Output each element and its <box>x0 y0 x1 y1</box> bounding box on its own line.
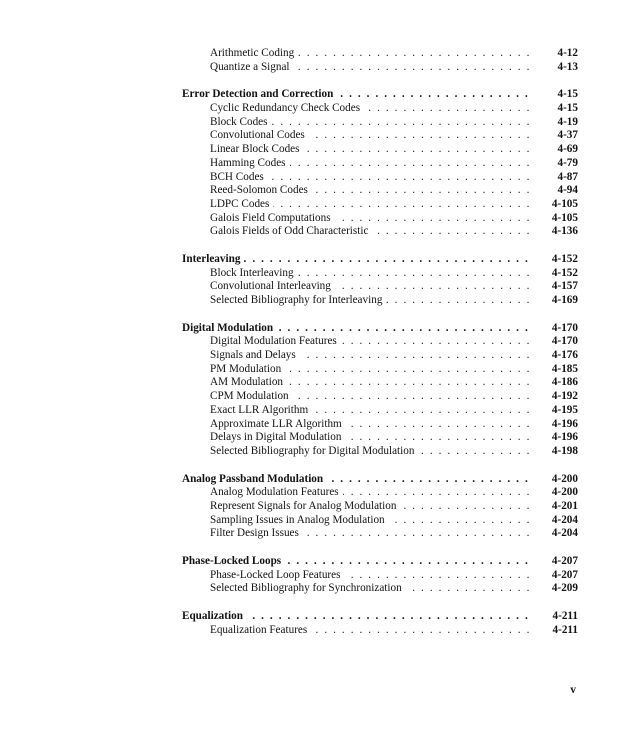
toc-entry[interactable] <box>0 171 638 185</box>
toc-entry[interactable] <box>0 486 638 500</box>
page-ref: 4-176 <box>534 349 578 363</box>
page-ref: 4-201 <box>534 500 578 514</box>
toc-title-leader <box>182 473 530 487</box>
page-ref: 4-152 <box>534 267 578 281</box>
toc-title-leader <box>182 253 530 267</box>
toc-section <box>0 322 638 459</box>
page-ref: 4-12 <box>534 47 578 61</box>
toc-title-leader <box>210 184 530 198</box>
section-gap <box>0 239 638 253</box>
section-gap <box>0 541 638 555</box>
toc-title-leader <box>210 102 530 116</box>
entry-title: Convolutional Interleaving <box>210 280 335 292</box>
entry-title: AM Modulation <box>210 376 287 388</box>
toc-title-leader <box>210 363 530 377</box>
toc-title-leader <box>210 280 530 294</box>
toc-title-leader <box>210 514 530 528</box>
toc-entry[interactable] <box>0 184 638 198</box>
page-ref: 4-169 <box>534 294 578 308</box>
page-ref: 4-15 <box>534 102 578 116</box>
toc-title-leader <box>210 445 530 459</box>
entry-title: Analog Modulation Features <box>210 486 343 498</box>
toc-entry[interactable] <box>0 390 638 404</box>
entry-title: Delays in Digital Modulation <box>210 431 345 443</box>
entry-title: Block Interleaving <box>210 267 298 279</box>
toc-entry[interactable] <box>0 294 638 308</box>
toc-title-leader <box>210 171 530 185</box>
toc-section <box>0 610 638 637</box>
toc-section <box>0 473 638 541</box>
toc-entry[interactable] <box>0 116 638 130</box>
toc-title-leader <box>182 88 530 102</box>
toc-entry[interactable] <box>0 47 638 61</box>
toc-title-leader <box>210 143 530 157</box>
toc-entry[interactable] <box>0 500 638 514</box>
toc-title-leader <box>210 47 530 61</box>
page-ref: 4-204 <box>534 527 578 541</box>
page-ref: 4-192 <box>534 390 578 404</box>
toc-title-leader <box>210 624 530 638</box>
page-ref: 4-204 <box>534 514 578 528</box>
toc-entry[interactable] <box>0 280 638 294</box>
toc-entry[interactable] <box>0 582 638 596</box>
toc-entry[interactable] <box>0 445 638 459</box>
toc-section-heading[interactable] <box>0 253 638 267</box>
entry-title: Arithmetic Coding <box>210 47 298 59</box>
toc-entry[interactable] <box>0 129 638 143</box>
entry-title: Reed-Solomon Codes <box>210 184 312 196</box>
page-ref: 4-200 <box>534 486 578 500</box>
entry-title: Filter Design Issues <box>210 527 303 539</box>
toc-section <box>0 253 638 308</box>
toc-title-leader <box>210 582 530 596</box>
page-ref: 4-105 <box>534 198 578 212</box>
page-ref: 4-79 <box>534 157 578 171</box>
entry-title: CPM Modulation <box>210 390 293 402</box>
page-ref: 4-87 <box>534 171 578 185</box>
entry-title: Exact LLR Algorithm <box>210 404 312 416</box>
toc-entry[interactable] <box>0 225 638 239</box>
toc-title-leader <box>210 61 530 75</box>
entry-title: BCH Codes <box>210 171 268 183</box>
page-ref: 4-196 <box>534 418 578 432</box>
page-ref: 4-152 <box>534 253 578 267</box>
entry-title: Selected Bibliography for Digital Modulation <box>210 445 418 457</box>
page-ref: 4-136 <box>534 225 578 239</box>
page-ref: 4-196 <box>534 431 578 445</box>
toc-section-heading[interactable] <box>0 610 638 624</box>
section-title: Digital Modulation <box>182 322 277 334</box>
toc-entry[interactable] <box>0 198 638 212</box>
page-ref: 4-185 <box>534 363 578 377</box>
page-ref: 4-105 <box>534 212 578 226</box>
toc-entry[interactable] <box>0 102 638 116</box>
section-title: Interleaving <box>182 253 244 265</box>
page-ref: 4-69 <box>534 143 578 157</box>
toc-title-leader <box>210 390 530 404</box>
section-gap <box>0 74 638 88</box>
entry-title: Convolutional Codes <box>210 129 309 141</box>
entry-title: Phase-Locked Loop Features <box>210 569 344 581</box>
toc-entry[interactable] <box>0 61 638 75</box>
page-ref: 4-211 <box>534 624 578 638</box>
toc-title-leader <box>210 527 530 541</box>
toc-title-leader <box>182 610 530 624</box>
toc-entry[interactable] <box>0 431 638 445</box>
toc-title-leader <box>210 349 530 363</box>
page-ref: 4-209 <box>534 582 578 596</box>
toc-title-leader <box>210 404 530 418</box>
page-ref: 4-157 <box>534 280 578 294</box>
toc-section <box>0 555 638 596</box>
page-ref: 4-186 <box>534 376 578 390</box>
toc-title-leader <box>182 555 530 569</box>
toc-section <box>0 47 638 74</box>
entry-title: Sampling Issues in Analog Modulation <box>210 514 389 526</box>
toc-entry[interactable] <box>0 335 638 349</box>
toc-title-leader <box>210 569 530 583</box>
toc-title-leader <box>210 129 530 143</box>
section-title: Analog Passband Modulation <box>182 473 327 485</box>
toc-section-heading[interactable] <box>0 473 638 487</box>
toc-section-heading[interactable] <box>0 322 638 336</box>
toc-title-leader <box>210 116 530 130</box>
page-ref: 4-195 <box>534 404 578 418</box>
toc-title-leader <box>210 418 530 432</box>
toc-title-leader <box>210 335 530 349</box>
entry-title: Selected Bibliography for Synchronization <box>210 582 406 594</box>
section-gap <box>0 459 638 473</box>
page-ref: 4-15 <box>534 88 578 102</box>
table-of-contents <box>0 47 638 637</box>
toc-entry[interactable] <box>0 212 638 226</box>
entry-title: Equalization Features <box>210 624 311 636</box>
toc-title-leader <box>210 225 530 239</box>
page-ref: 4-200 <box>534 473 578 487</box>
toc-title-leader <box>210 431 530 445</box>
toc-entry[interactable] <box>0 527 638 541</box>
entry-title: Digital Modulation Features <box>210 335 341 347</box>
page-ref: 4-207 <box>534 555 578 569</box>
entry-title: PM Modulation <box>210 363 285 375</box>
page-ref: 4-19 <box>534 116 578 130</box>
toc-entry[interactable] <box>0 376 638 390</box>
page-ref: 4-13 <box>534 61 578 75</box>
toc-title-leader <box>210 294 530 308</box>
toc-title-leader <box>182 322 530 336</box>
toc-entry[interactable] <box>0 157 638 171</box>
page-number: v <box>570 684 576 696</box>
entry-title: Linear Block Codes <box>210 143 303 155</box>
section-gap <box>0 596 638 610</box>
page-ref: 4-170 <box>534 335 578 349</box>
entry-title: Quantize a Signal <box>210 61 294 73</box>
toc-entry[interactable] <box>0 514 638 528</box>
toc-entry[interactable] <box>0 143 638 157</box>
page-ref: 4-170 <box>534 322 578 336</box>
page-ref: 4-37 <box>534 129 578 143</box>
toc-entry[interactable] <box>0 418 638 432</box>
entry-title: Approximate LLR Algorithm <box>210 418 346 430</box>
toc-title-leader <box>210 157 530 171</box>
entry-title: LDPC Codes <box>210 198 273 210</box>
toc-entry[interactable] <box>0 267 638 281</box>
page-ref: 4-198 <box>534 445 578 459</box>
entry-title: Hamming Codes <box>210 157 290 169</box>
toc-entry[interactable] <box>0 349 638 363</box>
section-gap <box>0 308 638 322</box>
toc-title-leader <box>210 198 530 212</box>
section-title: Equalization <box>182 610 247 622</box>
entry-title: Block Codes <box>210 116 272 128</box>
entry-title: Galois Fields of Odd Characteristic <box>210 225 372 237</box>
page-ref: 4-207 <box>534 569 578 583</box>
section-title: Error Detection and Correction <box>182 88 337 100</box>
entry-title: Cyclic Redundancy Check Codes <box>210 102 364 114</box>
toc-section <box>0 88 638 239</box>
toc-entry[interactable] <box>0 363 638 377</box>
toc-title-leader <box>210 486 530 500</box>
entry-title: Galois Field Computations <box>210 212 335 224</box>
entry-title: Represent Signals for Analog Modulation <box>210 500 400 512</box>
toc-title-leader <box>210 267 530 281</box>
toc-section-heading[interactable] <box>0 555 638 569</box>
entry-title: Signals and Delays <box>210 349 300 361</box>
toc-title-leader <box>210 212 530 226</box>
toc-title-leader <box>210 500 530 514</box>
page-ref: 4-94 <box>534 184 578 198</box>
toc-entry[interactable] <box>0 624 638 638</box>
toc-section-heading[interactable] <box>0 88 638 102</box>
section-title: Phase-Locked Loops <box>182 555 285 567</box>
toc-entry[interactable] <box>0 404 638 418</box>
toc-entry[interactable] <box>0 569 638 583</box>
entry-title: Selected Bibliography for Interleaving <box>210 294 386 306</box>
toc-title-leader <box>210 376 530 390</box>
page-ref: 4-211 <box>534 610 578 624</box>
